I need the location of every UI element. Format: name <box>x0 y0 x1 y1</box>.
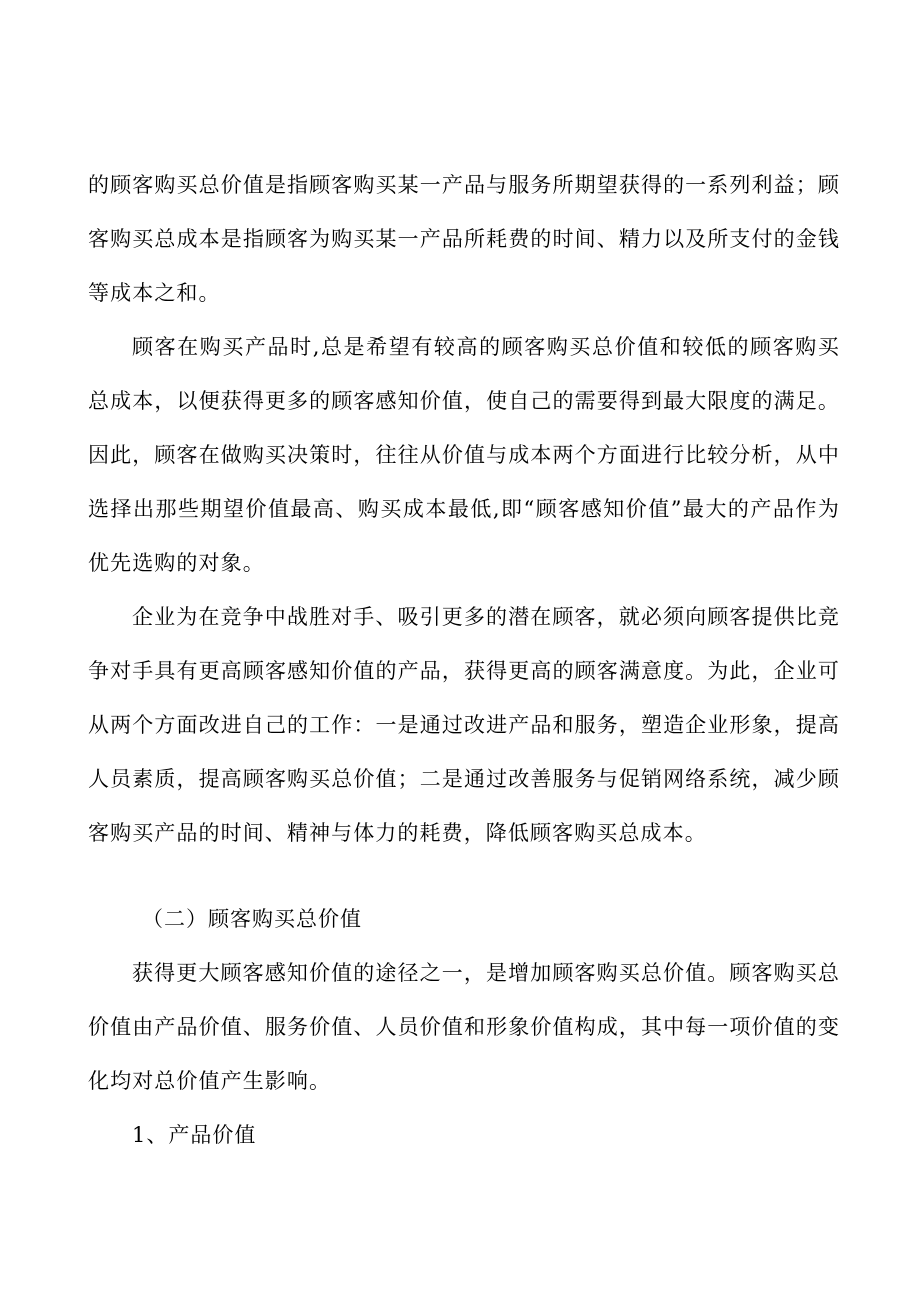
paragraph-total-value: 获得更大顾客感知价值的途径之一，是增加顾客购买总价值。顾客购买总价值由产品价值、服务价值、人员价值和形象价值构成，其中每一项价值的变化均对总价值产生影响。 <box>88 961 840 1093</box>
paragraph-continuation: 的顾客购买总价值是指顾客购买某一产品与服务所期望获得的一系列利益；顾客购买总成本是指顾客为购买某一产品所耗费的时间、精力以及所支付的金钱等成本之和。 <box>88 173 840 305</box>
section-heading: （二）顾客购买总价值 <box>142 907 362 931</box>
paragraph-customer-decision: 顾客在购买产品时,总是希望有较高的顾客购买总价值和较低的顾客购买总成本，以便获得更多的顾客感知价值，使自己的需要得到最大限度的满足。因此，顾客在做购买决策时，往往从价值与成本两个方面进行比较分析，从中选择出那些期望价值最高、购买成本最低,即“顾客感知价值”最大的产品作为优先选购的对象。 <box>88 335 840 575</box>
paragraph-enterprise-strategy: 企业为在竞争中战胜对手、吸引更多的潜在顾客，就必须向顾客提供比竞争对手具有更高顾客感知价值的产品，获得更高的顾客满意度。为此，企业可从两个方面改进自己的工作：一是通过改进产品和服务，塑造企业形象，提高人员素质，提高顾客购买总价值；二是通过改善服务与促销网络系统，减少顾客购买产品的时间、精神与体力的耗费，降低顾客购买总成本。 <box>88 605 840 845</box>
subheading-product-value: 1、产品价值 <box>132 1123 257 1147</box>
